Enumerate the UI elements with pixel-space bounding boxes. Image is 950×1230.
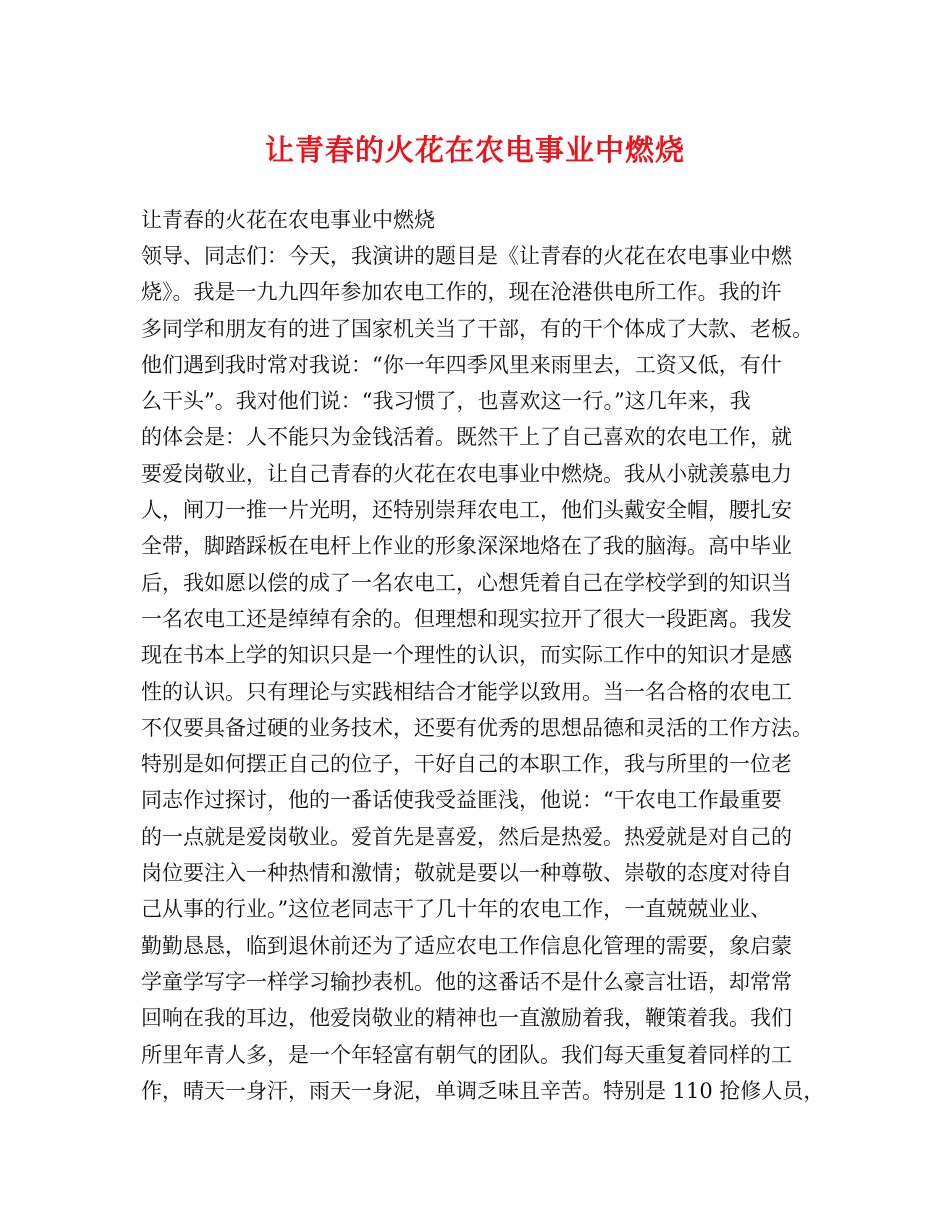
body-text-line: 一名农电工还是绰绰有余的。但理想和现实拉开了很大一段距离。我发 (141, 606, 792, 631)
body-text-line: 的体会是：人不能只为金钱活着。既然干上了自己喜欢的农电工作，就 (141, 425, 792, 450)
body-text-line: 学童学写字一样学习输抄表机。他的这番话不是什么豪言壮语，却常常 (141, 969, 792, 994)
body-text-line: 人，闸刀一推一片光明，还特别崇拜农电工，他们头戴安全帽，腰扎安 (141, 498, 792, 523)
body-text-line: 的一点就是爱岗敬业。爱首先是喜爱，然后是热爱。热爱就是对自己的 (141, 824, 792, 849)
body-text-line: 作，晴天一身汗，雨天一身泥，单调乏味且辛苦。特别是 110 抢修人员， (141, 1078, 825, 1103)
body-text-line: 领导、同志们：今天，我演讲的题目是《让青春的火花在农电事业中燃 (141, 244, 792, 268)
body-text-line: 他们遇到我时常对我说：“你一年四季风里来雨里去，工资又低，有什 (141, 352, 782, 377)
document-body (141, 238, 831, 1109)
body-text-line: 要爱岗敬业，让自己青春的火花在农电事业中燃烧。我从小就羡慕电力 (141, 461, 792, 486)
body-text-line: 多同学和朋友有的进了国家机关当了干部，有的干个体成了大款、老板。 (141, 316, 813, 341)
body-text-line: 全带，脚踏踩板在电杆上作业的形象深深地烙在了我的脑海。高中毕业 (141, 534, 792, 559)
body-text-line: 么干头”。我对他们说：“我习惯了，也喜欢这一行。”这几年来，我 (141, 389, 751, 414)
body-text-line: 不仅要具备过硬的业务技术，还要有优秀的思想品德和灵活的工作方法。 (141, 715, 813, 740)
body-text-line: 勤勤恳恳，临到退休前还为了适应农电工作信息化管理的需要，象启蒙 (141, 933, 792, 958)
body-text-line: 后，我如愿以偿的成了一名农电工，心想凭着自己在学校学到的知识当 (141, 570, 792, 595)
body-text-line: 特别是如何摆正自己的位子，干好自己的本职工作，我与所里的一位老 (141, 752, 792, 777)
body-text-line: 回响在我的耳边，他爱岗敬业的精神也一直激励着我，鞭策着我。我们 (141, 1006, 792, 1031)
body-text-line: 己从事的行业。”这位老同志干了几十年的农电工作，一直兢兢业业、 (141, 897, 772, 922)
body-text-line: 同志作过探讨，他的一番话使我受益匪浅，他说：“干农电工作最重要 (141, 788, 782, 813)
document-title: 让青春的火花在农电事业中燃烧 (264, 133, 685, 167)
document-subheading: 让青春的火花在农电事业中燃烧 (141, 208, 435, 232)
body-text-line: 性的认识。只有理论与实践相结合才能学以致用。当一名合格的农电工 (141, 679, 792, 704)
body-text-line: 所里年青人多，是一个年轻富有朝气的团队。我们每天重复着同样的工 (141, 1042, 792, 1067)
body-text-line: 岗位要注入一种热情和激情；敬就是要以一种尊敬、崇敬的态度对待自 (141, 861, 792, 886)
body-text-line: 烧》。我是一九九四年参加农电工作的，现在沧港供电所工作。我的许 (141, 280, 782, 305)
body-text-line: 现在书本上学的知识只是一个理性的认识，而实际工作中的知识才是感 (141, 643, 792, 668)
